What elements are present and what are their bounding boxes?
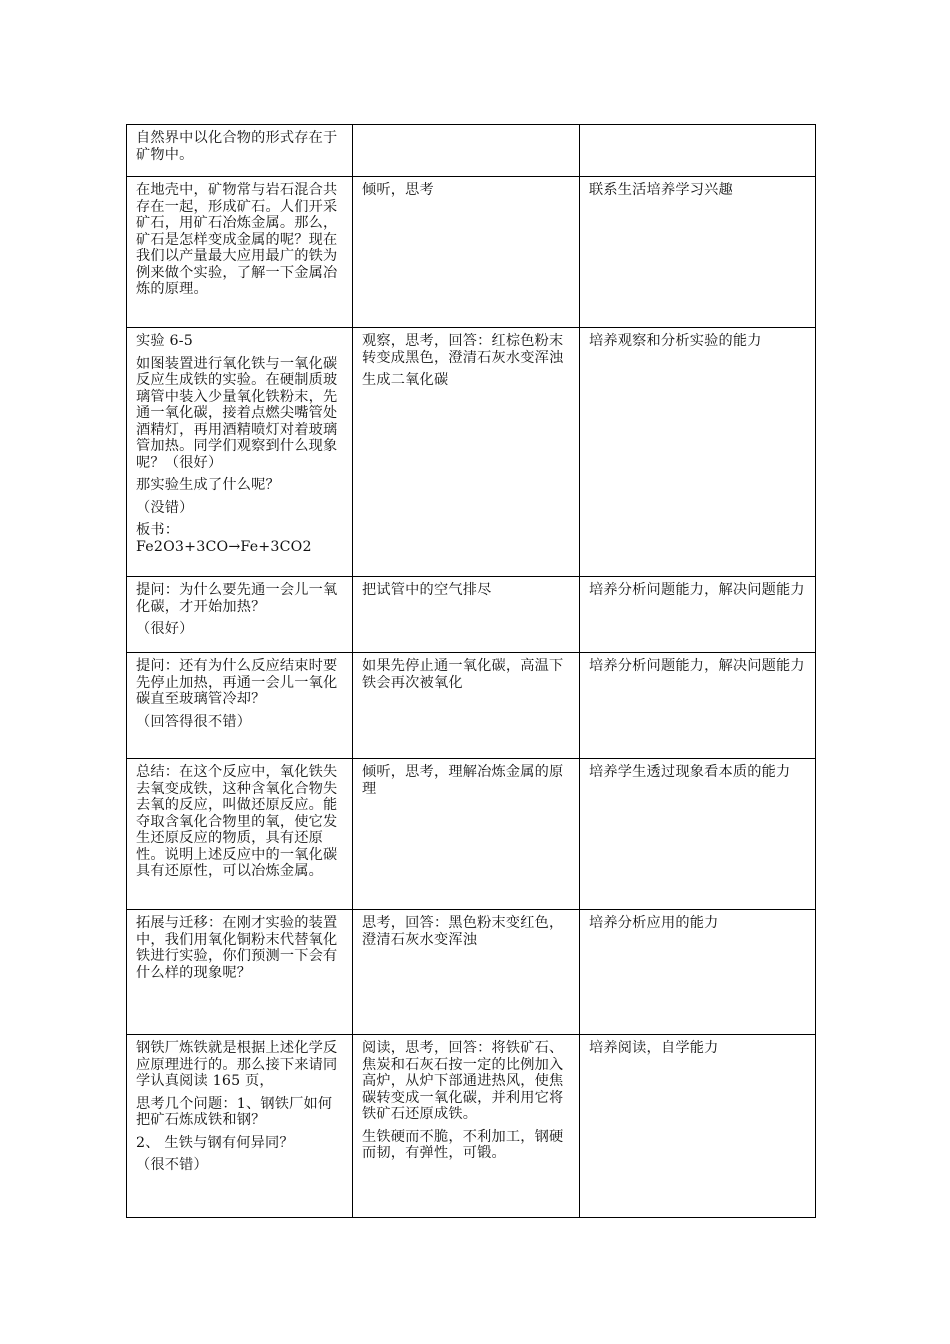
student-text: 倾听，思考，理解冶炼金属的原理 [362, 764, 564, 797]
teacher-text: 如图装置进行氧化铁与一氧化碳反应生成铁的实验。在硬制质玻璃管中装入少量氧化铁粉末，先通一氧化碳，接着点燃尖嘴管处酒精灯，再用酒精喷灯对着玻璃管加热。同学们观察到什么现象呢？（很好） [136, 355, 338, 471]
design-purpose-cell [580, 910, 816, 1035]
teacher-text: 实验 6-5 [136, 333, 193, 349]
table-row [127, 759, 816, 910]
purpose-text: 联系生活培养学习兴趣 [589, 182, 733, 198]
blackboard-equation: 板书：Fe2O3+3CO→Fe+3CO2 [136, 522, 312, 555]
purpose-text: 培养分析问题能力，解决问题能力 [589, 582, 805, 598]
purpose-text: 培养学生透过现象看本质的能力 [589, 764, 791, 780]
teacher-text: 在地壳中，矿物常与岩石混合共存在一起，形成矿石。人们开采矿石，用矿石冶炼金属。那么，矿石是怎样变成金属的呢？现在我们以产量最大应用最广的铁为例来做个实验，了解一下金属冶炼的原理。 [136, 182, 338, 297]
teacher-text: 自然界中以化合物的形式存在于矿物中。 [136, 130, 338, 163]
teacher-activity-cell [127, 1035, 353, 1218]
student-activity-cell [353, 125, 580, 177]
design-purpose-cell [580, 1035, 816, 1218]
teacher-text: （回答得很不错） [136, 713, 252, 730]
teacher-text: （很不错） [136, 1157, 208, 1173]
teacher-activity-cell [127, 177, 353, 328]
teacher-activity-cell [127, 759, 353, 910]
teacher-activity-cell [127, 125, 353, 177]
purpose-text: 培养阅读，自学能力 [589, 1040, 719, 1056]
student-text: 把试管中的空气排尽 [362, 582, 492, 598]
teacher-text: 那实验生成了什么呢？ [136, 477, 280, 493]
table-row [127, 1035, 816, 1218]
purpose-text: 培养观察和分析实验的能力 [589, 333, 762, 349]
design-purpose-cell [580, 759, 816, 910]
table-row [127, 125, 816, 177]
teacher-text: （很好） [136, 621, 194, 637]
table-row [127, 653, 816, 759]
student-text: 生成二氧化碳 [362, 372, 449, 388]
student-activity-cell [353, 577, 580, 653]
student-text: 思考，回答：黑色粉末变红色，澄清石灰水变浑浊 [362, 915, 564, 948]
student-text: 阅读，思考，回答：将铁矿石、焦炭和石灰石按一定的比例加入高炉，从炉下部通进热风，使焦碳转变成一氧化碳，并利用它将铁矿石还原成铁。 [362, 1040, 564, 1122]
student-text: 观察，思考，回答：红棕色粉末转变成黑色，澄清石灰水变浑浊 [362, 333, 564, 366]
teacher-text: 2、 生铁与钢有何异同？ [136, 1134, 294, 1151]
table-row [127, 177, 816, 328]
student-activity-cell [353, 328, 580, 577]
teacher-text: 思考几个问题：1、钢铁厂如何把矿石炼成铁和钢？ [136, 1095, 333, 1128]
design-purpose-cell [580, 653, 816, 759]
student-activity-cell [353, 1035, 580, 1218]
table-row [127, 328, 816, 577]
design-purpose-cell [580, 125, 816, 177]
student-activity-cell [353, 910, 580, 1035]
student-text: 倾听，思考 [362, 182, 434, 198]
student-text: 如果先停止通一氧化碳，高温下铁会再次被氧化 [362, 658, 564, 691]
teacher-activity-cell [127, 910, 353, 1035]
teacher-text: 提问：为什么要先通一会儿一氧化碳，才开始加热？ [136, 582, 338, 615]
student-text: 生铁硬而不脆，不利加工，钢硬而韧，有弹性，可锻。 [362, 1128, 564, 1161]
table-row [127, 910, 816, 1035]
teacher-text: 拓展与迁移：在刚才实验的装置中，我们用氧化铜粉末代替氧化铁进行实验，你们预测一下会有什么样的现象呢？ [136, 915, 338, 981]
student-activity-cell [353, 177, 580, 328]
teacher-text: 钢铁厂炼铁就是根据上述化学反应原理进行的。那么接下来请同学认真阅读 165 页， [136, 1040, 338, 1089]
teacher-activity-cell [127, 328, 353, 577]
design-purpose-cell [580, 177, 816, 328]
teacher-text: 总结：在这个反应中，氧化铁失去氧变成铁，这种含氧化合物失去氧的反应，叫做还原反应。能夺取含氧化合物里的氧，使它发生还原反应的物质，具有还原性。说明上述反应中的一氧化碳具有还原性，可以冶炼金属。 [136, 764, 338, 879]
design-purpose-cell [580, 577, 816, 653]
purpose-text: 培养分析应用的能力 [589, 915, 719, 931]
lesson-plan-table [126, 124, 816, 1218]
student-activity-cell [353, 759, 580, 910]
teacher-activity-cell [127, 577, 353, 653]
teacher-text: 提问：还有为什么反应结束时要先停止加热，再通一会儿一氧化碳直至玻璃管冷却？ [136, 658, 338, 707]
design-purpose-cell [580, 328, 816, 577]
teacher-activity-cell [127, 653, 353, 759]
student-activity-cell [353, 653, 580, 759]
teacher-text: （没错） [136, 499, 194, 516]
purpose-text: 培养分析问题能力，解决问题能力 [589, 658, 805, 674]
table-row [127, 577, 816, 653]
